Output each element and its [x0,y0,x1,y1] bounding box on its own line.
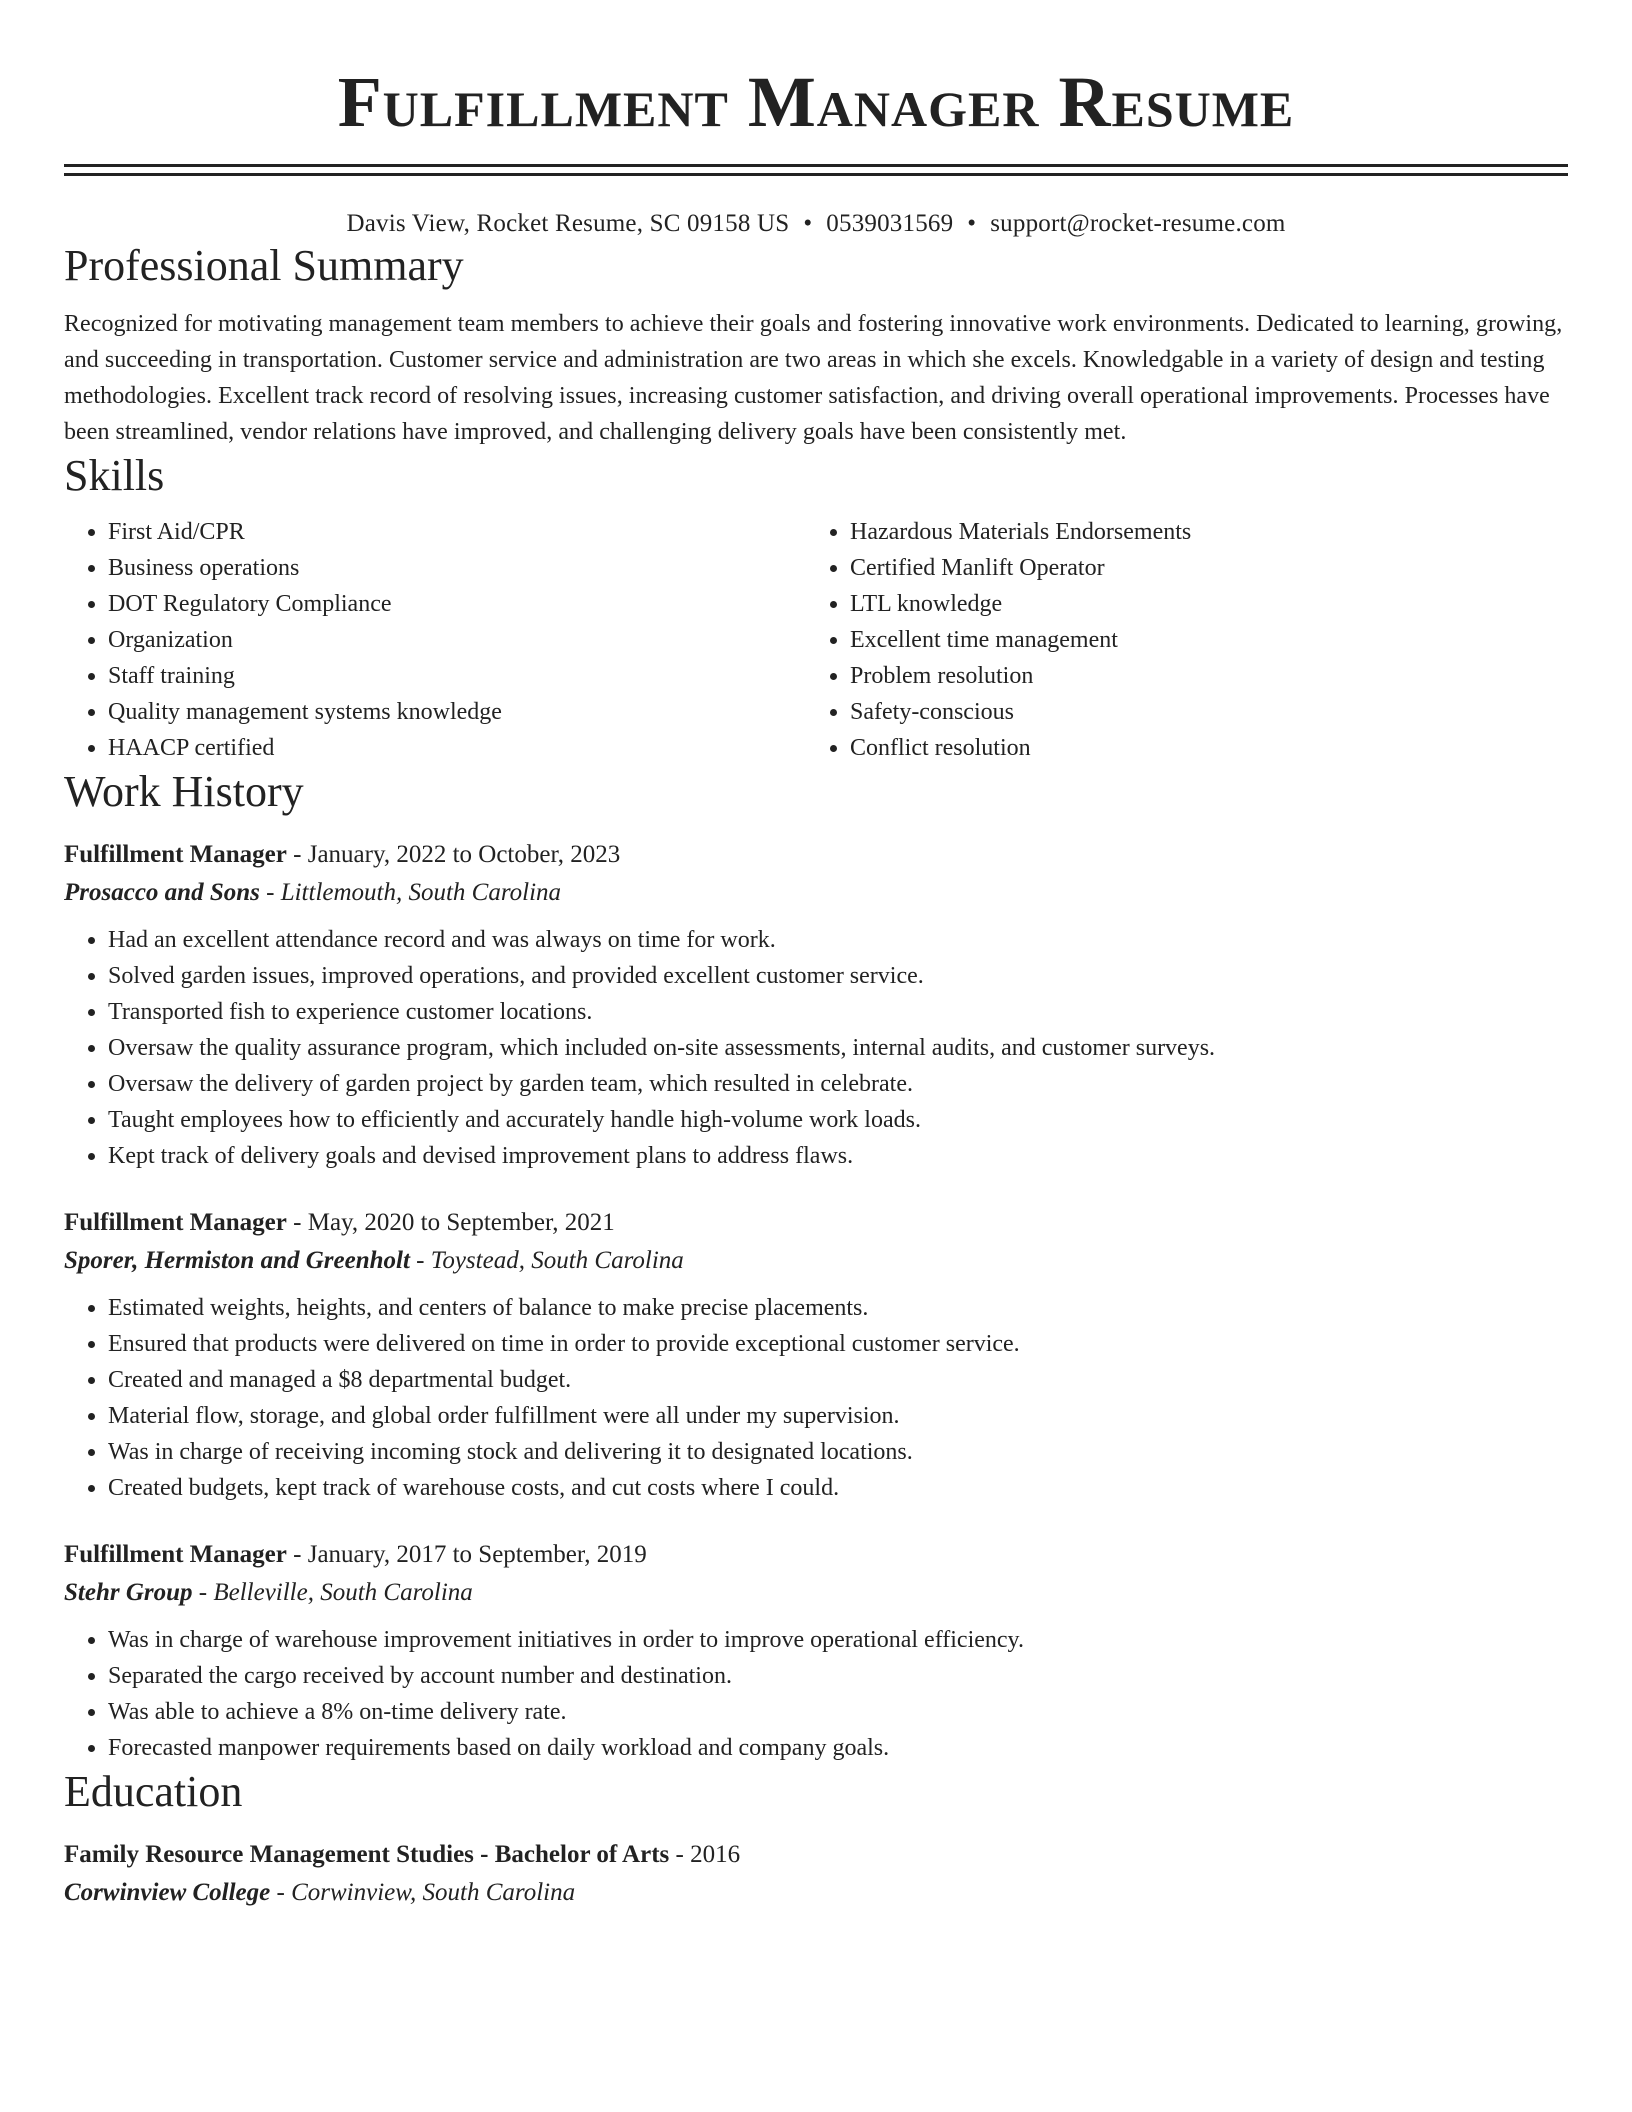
contact-separator: • [967,210,977,237]
job-title: Fulfillment Manager [64,841,287,868]
skill-item: • Business operations [108,550,806,586]
job-bullet: • Had an excellent attendance record and was always on time for work. [108,922,1568,958]
job-title: Fulfillment Manager [64,1541,287,1568]
job-bullets [64,1622,1568,1766]
job-company-line [64,1574,1568,1612]
education-heading: Education [64,1767,243,1816]
job-bullet: • Was in charge of receiving incoming stock and delivering it to designated locations. [108,1434,1568,1470]
skills-column-left [64,514,806,766]
job-company: Sporer, Hermiston and Greenholt [64,1247,410,1274]
skill-item: • HAACP certified [108,730,806,766]
job-bullet: • Separated the cargo received by account number and destination. [108,1658,1568,1694]
skills-column-right [806,514,1548,766]
education-degree-line [64,1836,1568,1874]
job-dates: - January, 2017 to September, 2019 [286,1541,647,1568]
skill-item: • Conflict resolution [850,730,1548,766]
skill-item: • DOT Regulatory Compliance [108,586,806,622]
skill-item: • Staff training [108,658,806,694]
contact-separator: • [803,210,813,237]
job-bullet: • Oversaw the delivery of garden project by garden team, which resulted in celebrate. [108,1066,1568,1102]
contact-phone: 0539031569 [826,210,954,237]
job-entry [64,836,1568,1174]
job-bullet: • Created budgets, kept track of warehouse costs, and cut costs where I could. [108,1470,1568,1506]
job-dates: - May, 2020 to September, 2021 [286,1209,615,1236]
title-rule-top [64,164,1568,167]
contact-address: Davis View, Rocket Resume, SC 09158 US [346,210,790,237]
skills-heading: Skills [64,451,165,500]
job-bullet: • Was able to achieve a 8% on-time delivery rate. [108,1694,1568,1730]
job-entry [64,1204,1568,1506]
job-bullet: • Material flow, storage, and global order fulfillment were all under my supervision. [108,1398,1568,1434]
job-bullet: • Was in charge of warehouse improvement initiatives in order to improve operational efficiency. [108,1622,1568,1658]
job-title-line [64,836,1568,874]
education-school-line [64,1874,1568,1912]
job-location: - Belleville, South Carolina [192,1579,473,1606]
job-entry [64,1536,1568,1766]
resume-title: Fulfillment Manager Resume [337,62,1295,142]
job-title-line [64,1536,1568,1574]
job-location: - Littlemouth, South Carolina [259,879,562,906]
job-dates: - January, 2022 to October, 2023 [286,841,621,868]
skill-item: • Problem resolution [850,658,1548,694]
skill-item: • Safety-conscious [850,694,1548,730]
work-history-heading: Work History [64,767,304,816]
summary-heading: Professional Summary [64,241,464,290]
job-bullet: • Kept track of delivery goals and devised improvement plans to address flaws. [108,1138,1568,1174]
skill-item: • Organization [108,622,806,658]
title-rule-bottom [64,173,1568,176]
skills-list [64,514,1568,766]
job-bullet: • Ensured that products were delivered on time in order to provide exceptional customer service. [108,1326,1568,1362]
contact-email[interactable]: support@rocket-resume.com [990,210,1286,237]
skill-item: • Excellent time management [850,622,1548,658]
skill-item: • Hazardous Materials Endorsements [850,514,1548,550]
job-title: Fulfillment Manager [64,1209,287,1236]
job-company-line [64,1242,1568,1280]
education-entry [64,1836,1568,1912]
skill-item: • First Aid/CPR [108,514,806,550]
job-company: Prosacco and Sons [64,879,260,906]
education-location: - Corwinview, South Carolina [270,1879,576,1906]
job-bullets [64,922,1568,1174]
job-bullets [64,1290,1568,1506]
job-bullet: • Estimated weights, heights, and centers of balance to make precise placements. [108,1290,1568,1326]
contact-line [64,208,1568,240]
job-title-line [64,1204,1568,1242]
job-company: Stehr Group [64,1579,193,1606]
education-degree: Family Resource Management Studies - Bachelor of Arts [64,1841,670,1868]
job-company-line [64,874,1568,912]
skill-item: • LTL knowledge [850,586,1548,622]
job-bullet: • Solved garden issues, improved operations, and provided excellent customer service. [108,958,1568,994]
education-school: Corwinview College [64,1879,271,1906]
job-bullet: • Taught employees how to efficiently and accurately handle high-volume work loads. [108,1102,1568,1138]
job-bullet: • Transported fish to experience customer locations. [108,994,1568,1030]
job-bullet: • Oversaw the quality assurance program, which included on-site assessments, internal audits, and customer surveys. [108,1030,1568,1066]
job-location: - Toystead, South Carolina [409,1247,684,1274]
summary-text: Recognized for motivating management team members to achieve their goals and fostering innovative work environments. Dedicated to learning, growing, and succeeding in transportation. Customer service and administration are two areas in which she excels. Knowledgable in a variety of design and testing methodologies. Excellent track record of resolving issues, increasing customer satisfaction, and driving overall operational improvements. Processes have been streamlined, vendor relations have improved, and challenging delivery goals have been consistently met. [64,311,1563,445]
skill-item: • Certified Manlift Operator [850,550,1548,586]
skill-item: • Quality management systems knowledge [108,694,806,730]
education-year: - 2016 [669,1841,741,1868]
job-bullet: • Forecasted manpower requirements based on daily workload and company goals. [108,1730,1568,1766]
job-bullet: • Created and managed a $8 departmental budget. [108,1362,1568,1398]
